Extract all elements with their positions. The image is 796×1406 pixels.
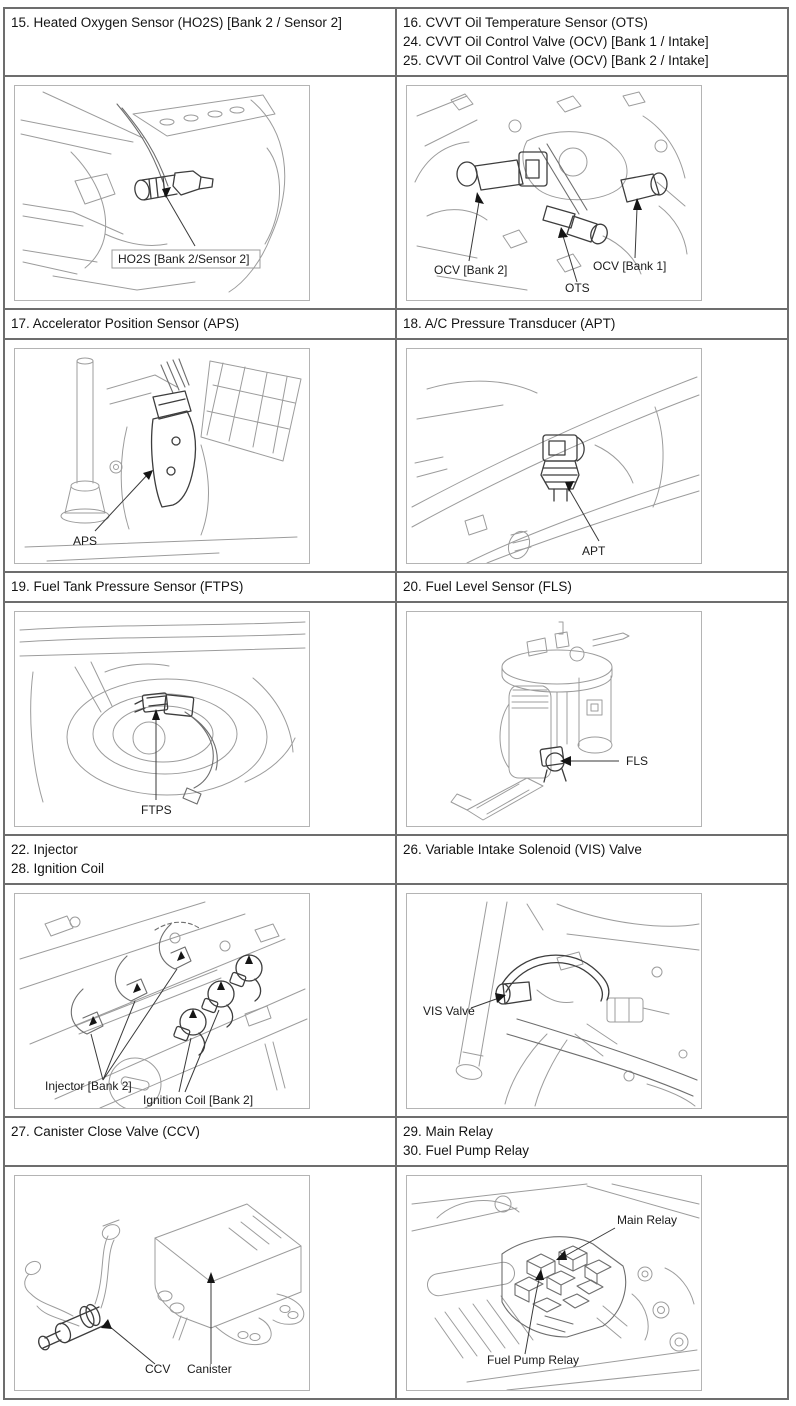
arrowhead <box>535 1269 544 1280</box>
sensor-cable <box>117 104 168 186</box>
figure-label-ocv-bank2: OCV [Bank 2] <box>434 263 508 277</box>
component-title: 17. Accelerator Position Sensor (APS) <box>11 316 240 331</box>
cell-figure-ftps <box>4 602 396 835</box>
coil-leaders <box>179 1010 219 1092</box>
component-title: 22. Injector <box>11 842 78 857</box>
line-art <box>25 358 301 561</box>
figure-aps <box>14 348 310 564</box>
leader-line <box>166 196 195 246</box>
relays-line-art <box>407 1176 701 1390</box>
cell-figure-ho2s <box>4 76 396 309</box>
figure-label-ots: OTS <box>565 281 590 295</box>
figure-fls <box>406 611 702 827</box>
figure-ho2s <box>14 85 310 301</box>
component-title: 30. Fuel Pump Relay <box>403 1143 530 1158</box>
cell-figure-apt <box>396 339 788 572</box>
arrowhead <box>558 227 568 238</box>
arrowhead <box>189 1009 197 1018</box>
arrowhead <box>207 1272 215 1283</box>
cell-figure-vis <box>396 884 788 1117</box>
component-title: 27. Canister Close Valve (CCV) <box>11 1124 200 1139</box>
figure-label-ftps: FTPS <box>141 803 172 817</box>
figure-ccv <box>14 1175 310 1391</box>
line-art <box>455 902 699 1106</box>
component-title: 26. Variable Intake Solenoid (VIS) Valve <box>403 842 642 857</box>
cell-title-fls <box>396 572 788 602</box>
figure-label-ccv: CCV <box>145 1362 171 1376</box>
main-relay-leader <box>565 1228 615 1256</box>
figure-vis <box>406 893 702 1109</box>
figure-injector-coil <box>14 893 310 1109</box>
cell-figure-aps <box>4 339 396 572</box>
ftps-sensor <box>135 693 194 717</box>
arrowhead <box>101 1319 112 1329</box>
cell-title-relays <box>396 1117 788 1166</box>
cell-title-ho2s <box>4 8 396 76</box>
component-title: 24. CVVT Oil Control Valve (OCV) [Bank 1 / Intake] <box>403 34 709 49</box>
fls-sensor <box>540 747 566 782</box>
hoses <box>507 1019 697 1096</box>
ots-sensor <box>543 206 610 246</box>
apt-line-art <box>407 349 701 563</box>
cell-figure-relays <box>396 1166 788 1399</box>
ho2s-line-art <box>15 86 309 300</box>
component-location-table <box>3 7 789 1400</box>
arrowhead <box>475 192 484 204</box>
leader-line <box>471 998 499 1008</box>
component-title: 29. Main Relay <box>403 1124 494 1139</box>
component-title: 19. Fuel Tank Pressure Sensor (FTPS) <box>11 579 244 594</box>
cell-figure-ccv <box>4 1166 396 1399</box>
arrowhead <box>133 983 141 993</box>
cell-title-ccv <box>4 1117 396 1166</box>
figure-label-ho2s: HO2S [Bank 2/Sensor 2] <box>118 252 250 266</box>
figure-apt <box>406 348 702 564</box>
arrowhead <box>560 756 571 766</box>
aps-sensor <box>152 391 196 507</box>
ccv-line-art <box>15 1176 309 1390</box>
line-art <box>451 622 629 820</box>
ho2s-sensor <box>133 171 213 201</box>
ccv-valve <box>37 1303 105 1352</box>
vis-line-art <box>407 894 701 1108</box>
ignition-coils <box>173 955 262 1055</box>
ccv-leader <box>109 1326 155 1364</box>
arrowhead <box>245 955 253 964</box>
figure-label-fls: FLS <box>626 754 649 768</box>
figure-label-main-relay: Main Relay <box>617 1213 678 1227</box>
figure-label-ocv-bank1: OCV [Bank 1] <box>593 259 667 273</box>
line-art <box>23 1204 304 1345</box>
cell-title-ftps <box>4 572 396 602</box>
cell-title-ots-ocv <box>396 8 788 76</box>
component-title: 16. CVVT Oil Temperature Sensor (OTS) <box>403 15 648 30</box>
cell-title-aps <box>4 309 396 339</box>
figure-relays <box>406 1175 702 1391</box>
figure-label-vis: VIS Valve <box>423 1004 475 1018</box>
figure-label-canister: Canister <box>187 1362 232 1376</box>
component-title: 15. Heated Oxygen Sensor (HO2S) [Bank 2 / Sensor 2] <box>11 15 342 30</box>
line-art <box>20 622 305 802</box>
arrowhead <box>217 981 225 990</box>
wiring <box>161 359 189 393</box>
ftps-line-art <box>15 612 309 826</box>
leader-line <box>95 473 149 531</box>
figure-label-aps: APS <box>73 534 98 548</box>
ots-ocv-line-art <box>407 86 701 300</box>
cell-title-apt <box>396 309 788 339</box>
component-title: 20. Fuel Level Sensor (FLS) <box>403 579 572 594</box>
line-art <box>412 377 699 563</box>
component-title: 28. Ignition Coil <box>11 861 105 876</box>
arrowhead <box>177 951 185 961</box>
vis-valve-and-hose <box>496 955 609 1004</box>
aps-line-art <box>15 349 309 563</box>
cell-figure-injector-coil <box>4 884 396 1117</box>
figure-label-ignition-coil: Ignition Coil [Bank 2] <box>143 1093 254 1107</box>
cell-figure-ots-ocv <box>396 76 788 309</box>
arrowhead <box>565 481 574 492</box>
component-title: 25. CVVT Oil Control Valve (OCV) [Bank 2 / Intake] <box>403 53 709 68</box>
cell-title-injector-coil <box>4 835 396 884</box>
ocv-bank1-valve <box>621 173 667 202</box>
leader-line <box>569 489 599 541</box>
cell-title-vis <box>396 835 788 884</box>
component-title: 18. A/C Pressure Transducer (APT) <box>403 316 616 331</box>
rod <box>539 144 587 214</box>
fuel-pump-relay-leader <box>525 1276 540 1354</box>
fls-line-art <box>407 612 701 826</box>
figure-ftps <box>14 611 310 827</box>
injector-coil-line-art <box>15 894 309 1108</box>
figure-label-injector: Injector [Bank 2] <box>45 1079 132 1093</box>
figure-label-fuel-pump-relay: Fuel Pump Relay <box>487 1353 580 1367</box>
cell-figure-fls <box>396 602 788 835</box>
figure-ots-ocv <box>406 85 702 301</box>
figure-label-apt: APT <box>582 544 606 558</box>
